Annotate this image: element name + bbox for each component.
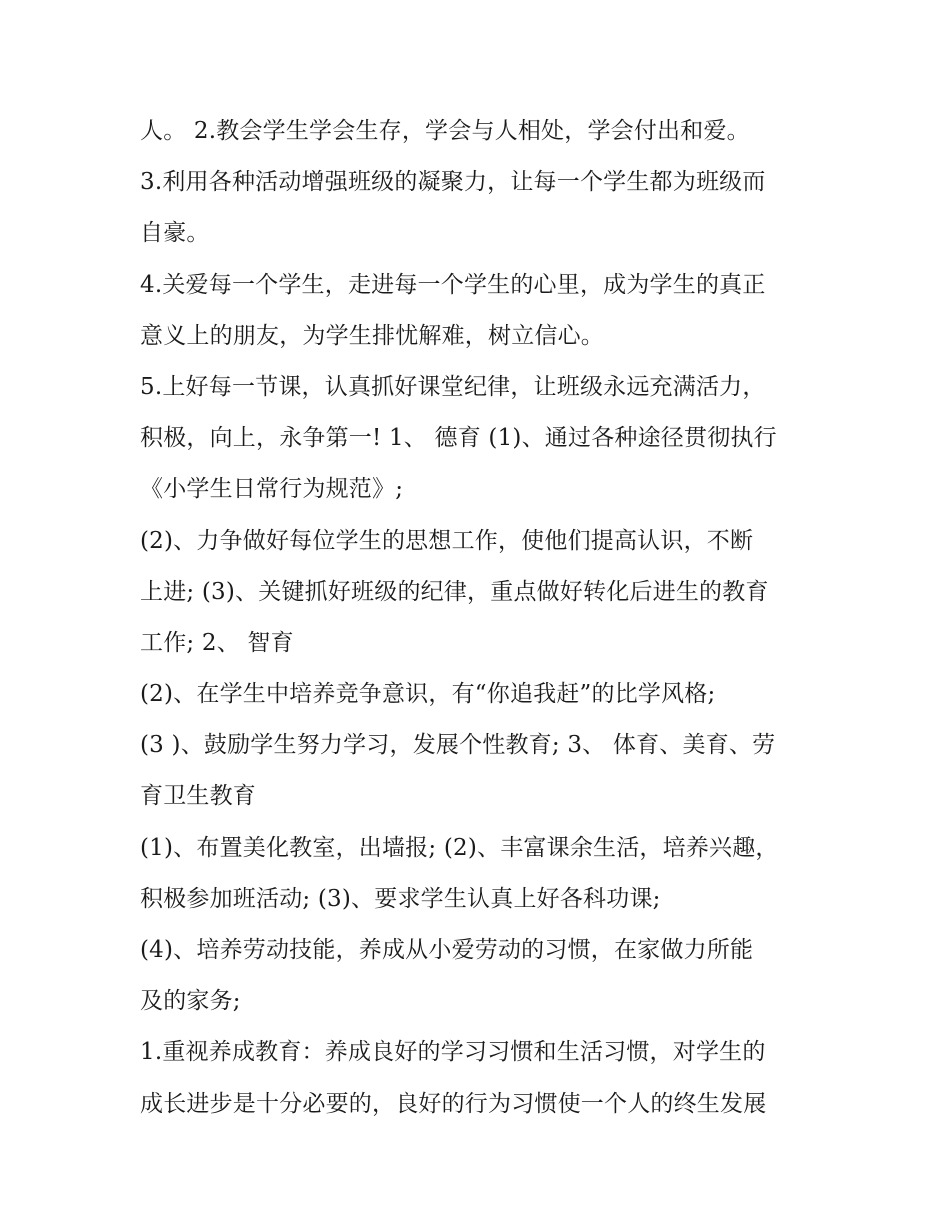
text-line: (2)、力争做好每位学生的思想工作，使他们提高认识，不断 <box>140 527 754 554</box>
text-line: 成长进步是十分必要的，良好的行为习惯使一个人的终生发展 <box>140 1090 767 1117</box>
text-line: 上进; (3)、关键抓好班级的纪律，重点做好转化后进生的教育 <box>140 578 769 605</box>
text-line: 意义上的朋友，为学生排忧解难，树立信心。 <box>140 322 604 349</box>
text-line: (3 )、鼓励学生努力学习，发展个性教育; 3、 体育、美育、劳 <box>140 732 776 759</box>
document-body <box>140 106 820 1130</box>
text-line: (1)、布置美化教室，出墙报; (2)、丰富课余生活，培养兴趣， <box>140 834 779 861</box>
text-line: 育卫生教育 <box>140 783 256 810</box>
text-line: 5.上好每一节课，认真抓好课堂纪律，让班级永远充满活力， <box>140 373 766 400</box>
text-line: 《小学生日常行为规范》; <box>140 476 404 503</box>
text-line: 3.利用各种活动增强班级的凝聚力，让每一个学生都为班级而 <box>140 169 766 196</box>
text-line: 及的家务; <box>140 988 241 1015</box>
text-line: 积极，向上，永争第一! 1、 德育 (1)、通过各种途径贯彻执行 <box>140 425 777 452</box>
text-line: 1.重视养成教育：养成良好的学习习惯和生活习惯，对学生的 <box>140 1039 766 1066</box>
text-line: 工作; 2、 智育 <box>140 629 294 656</box>
text-line: 4.关爱每一个学生，走进每一个学生的心里，成为学生的真正 <box>140 271 766 298</box>
text-line: 自豪。 <box>140 220 210 247</box>
text-line: 人。 2.教会学生学会生存，学会与人相处，学会付出和爱。 <box>140 118 750 144</box>
text-line: (4)、培养劳动技能，养成从小爱劳动的习惯，在家做力所能 <box>140 937 754 963</box>
text-line: (2)、在学生中培养竞争意识，有“你追我赶”的比学风格; <box>140 681 716 708</box>
text-line: 积极参加班活动; (3)、要求学生认真上好各科功课; <box>140 885 661 912</box>
